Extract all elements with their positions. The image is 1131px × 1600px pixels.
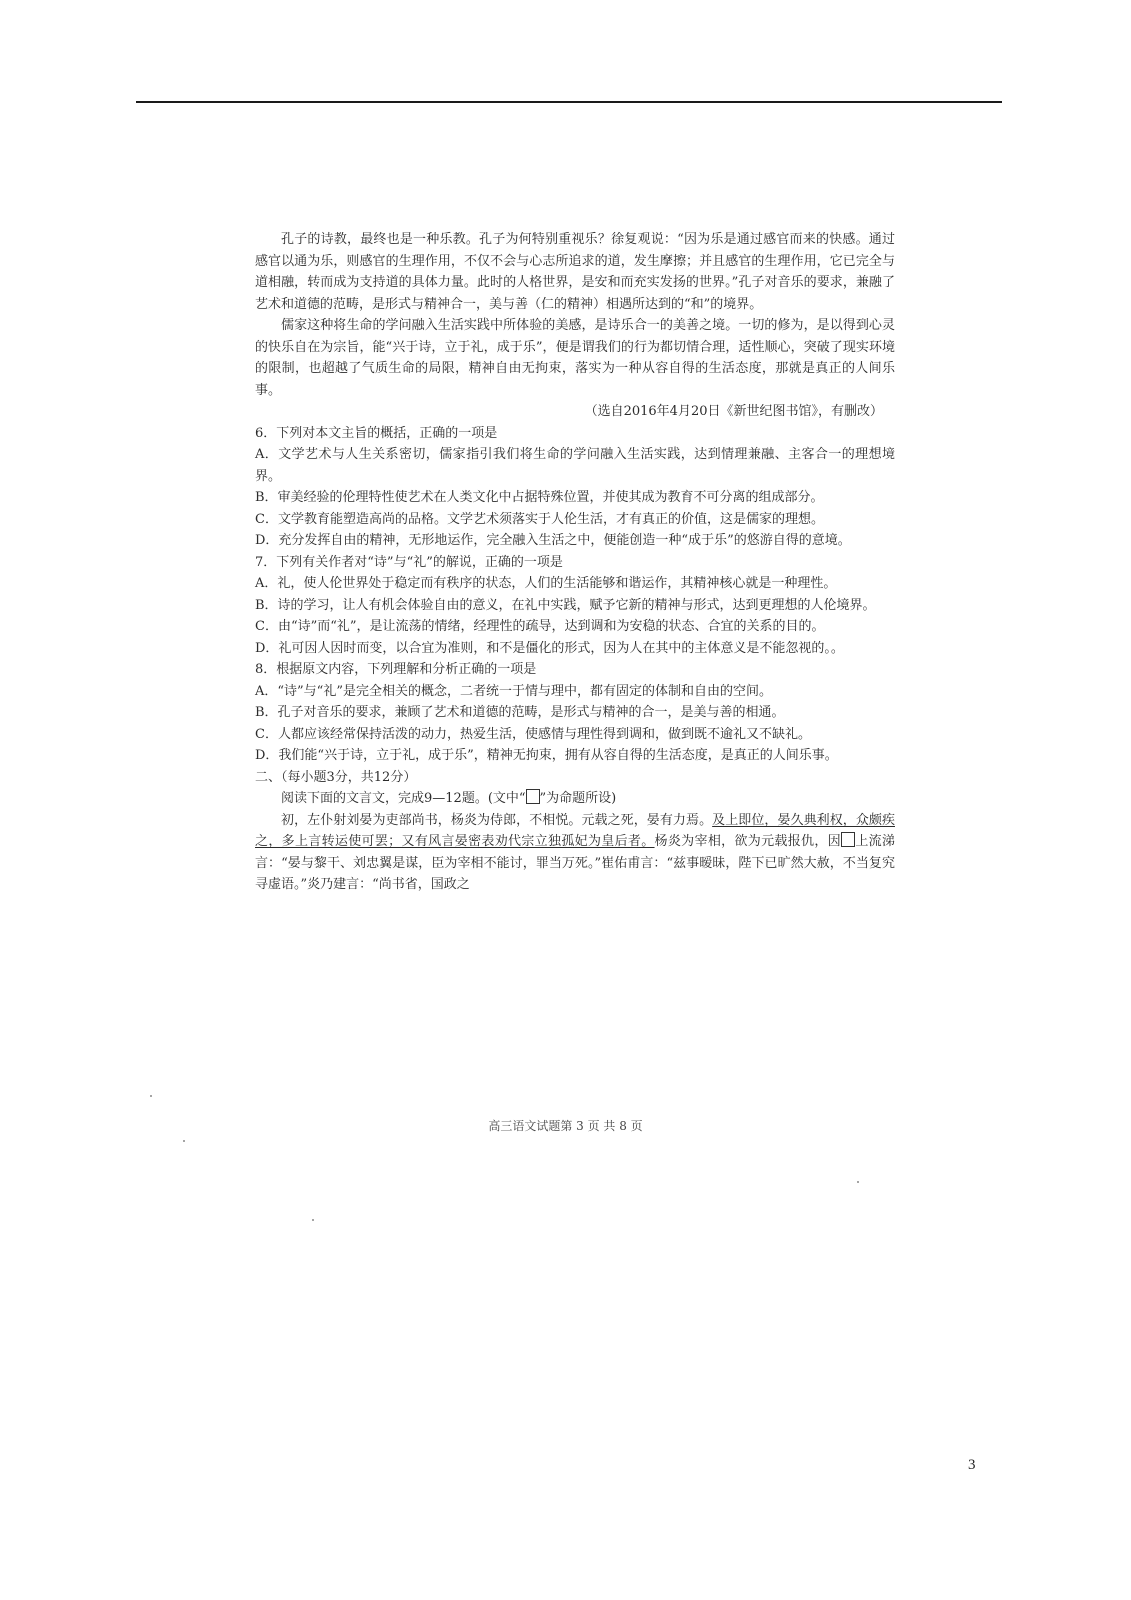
instruction-text-after: ”为命题所设) (539, 791, 617, 806)
classical-part-1: 初，左仆射刘晏为吏部尚书，杨炎为侍郎，不相悦。元载之死，晏有力焉。 (281, 812, 713, 828)
question-stem: 7．下列有关作者对“诗”与“礼”的解说，正确的一项是 (255, 554, 563, 570)
classical-text (255, 810, 895, 896)
option-c: C．由“诗”而“礼”，是让流荡的情绪，经理性的疏导，达到调和为安稳的状态、合宜的关系的目的。 (255, 619, 825, 634)
instruction-text-before: 阅读下面的文言文，完成9—12题。(文中“ (281, 791, 526, 806)
blank-box-icon (841, 832, 855, 847)
scan-speck (312, 1219, 314, 1221)
option-b: B．孔子对音乐的要求，兼顾了艺术和道德的范畴，是形式与精神的合一，是美与善的相通。 (255, 705, 785, 720)
option-b: B．审美经验的伦理特性使艺术在人类文化中占据特殊位置，并使其成为教育不可分离的组成部分。 (255, 490, 824, 505)
option-d: D．充分发挥自由的精神，无形地运作，完全融入生活之中，便能创造一种“成于乐”的悠游自得的意境。 (255, 533, 851, 548)
passage-paragraph-1: 孔子的诗教，最终也是一种乐教。孔子为何特别重视乐？徐复观说：“因为乐是通过感官而来的快感。通过感官以通为乐，则感官的生理作用，不仅不会与心志所追求的道，发生摩擦；并且感官的生理作用，它已完全与道相融，转而成为支持道的具体力量。此时的人格世界，是安和而充实发扬的世界。”孔子对音乐的要求，兼融了艺术和道德的范畴，是形式与精神合一，美与善（仁的精神）相遇所达到的“和”的境界。 (255, 232, 895, 312)
option-d: D．礼可因人因时而变，以合宜为准则，和不是僵化的形式，因为人在其中的主体意义是不能忽视的。。 (255, 640, 844, 656)
scan-speck (183, 1140, 185, 1142)
exam-sheet (255, 229, 895, 896)
passage-source: （选自2016年4月20日《新世纪图书馆》，有删改） (584, 404, 883, 419)
question-stem: 6．下列对本文主旨的概括，正确的一项是 (255, 425, 498, 441)
scan-speck (857, 1181, 859, 1183)
option-d: D．我们能“兴于诗，立于礼，成于乐”，精神无拘束，拥有从容自得的生活态度，是真正的人间乐事。 (255, 748, 838, 763)
option-c: C．人都应该经常保持活泼的动力，热爱生活，使感情与理性得到调和，做到既不逾礼又不缺礼。 (255, 726, 811, 742)
blank-box-icon (526, 789, 540, 804)
page-footer: 高三语文试题第 3 页 共 8 页 (488, 1119, 643, 1133)
reading-instruction (255, 788, 895, 810)
passage-paragraph-2: 儒家这种将生命的学问融入生活实践中所体验的美感，是诗乐合一的美善之境。一切的修为，是以得到心灵的快乐自在为宗旨，能“兴于诗，立于礼，成于乐”，便是谓我们的行为都切情合理，适性顺心，突破了现实环境的限制，也超越了气质生命的局限，精神自由无拘束，落实为一种从容自得的生活态度，那就是真正的人间乐事。 (255, 318, 895, 398)
option-c: C．文学教育能塑造高尚的品格。文学艺术须落实于人伦生活，才有真正的价值，这是儒家的理想。 (255, 511, 824, 527)
classical-part-2: 杨炎为宰相，欲为元载报仇，因 (654, 834, 842, 849)
page-number: 3 (968, 1457, 976, 1473)
question-7 (255, 552, 895, 660)
option-b: B．诗的学习，让人有机会体验自由的意义，在礼中实践，赋予它新的精神与形式，达到更理想的人伦境界。 (255, 597, 876, 613)
underlined-sentence: 及上即位，晏久典利权，众颇疾之，多上言转运使可罢；又有风言晏密表劝代宗立独孤妃为皇后者。 (255, 812, 895, 849)
question-8 (255, 659, 895, 767)
option-a: A．礼，使人伦世界处于稳定而有秩序的状态，人们的生活能够和谐运作，其精神核心就是一种理性。 (255, 576, 837, 591)
question-stem: 8．根据原文内容，下列理解和分析正确的一项是 (255, 662, 537, 677)
question-6 (255, 423, 895, 552)
option-a: A．文学艺术与人生关系密切，儒家指引我们将生命的学问融入生活实践，达到情理兼融、主客合一的理想境界。 (255, 447, 895, 484)
classical-part-3: 上流涕言：“晏与黎干、刘忠翼是谋，臣为宰相不能讨，罪当万死。”崔佑甫言：“兹事暧昧，陛下已旷然大赦，不当复究寻虚语。”炎乃建言：“尚书省，国政之 (255, 834, 895, 892)
option-a: A．“诗”与“礼”是完全相关的概念，二者统一于情与理中，都有固定的体制和自由的空间。 (255, 683, 772, 699)
header-rule (136, 101, 1002, 103)
scan-speck (150, 1095, 152, 1097)
section-heading: 二、（每小题3分，共12分） (255, 769, 417, 785)
